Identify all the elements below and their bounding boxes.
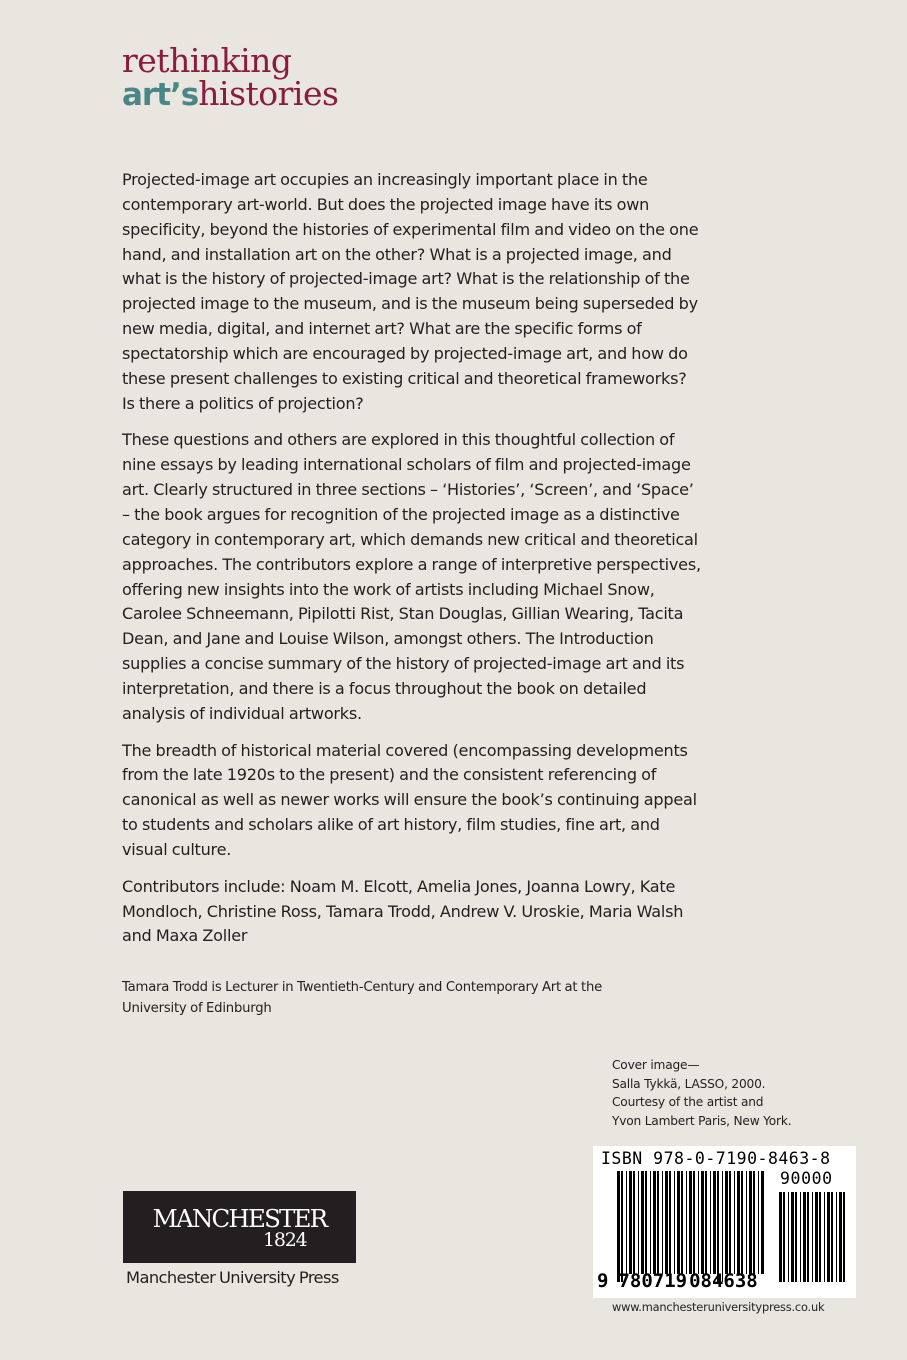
series-title-line1: rethinking [122, 41, 292, 80]
book-blurb [122, 168, 702, 961]
ean-digits [597, 1270, 758, 1292]
barcode-bar [788, 1192, 789, 1282]
barcode-bar [629, 1171, 632, 1274]
barcode-bar [827, 1192, 830, 1282]
barcode-bar [662, 1171, 663, 1274]
barcode-bar [831, 1192, 833, 1282]
barcode-bar [783, 1192, 785, 1282]
barcode-bar [753, 1171, 755, 1274]
barcode-bar [638, 1171, 639, 1274]
isbn-label: ISBN 978-0-7190-8463-8 [601, 1149, 831, 1168]
price-code: 90000 [780, 1169, 833, 1188]
barcode-bar [729, 1171, 731, 1274]
barcode-bar [657, 1171, 659, 1274]
publisher-website: www.manchesteruniversitypress.co.uk [612, 1300, 825, 1314]
barcode-bar [791, 1192, 794, 1282]
contributors-list: Contributors include: Noam M. Elcott, Amelia Jones, Joanna Lowry, Kate Mondloch, Christine Ross, Tamara Trodd, Andrew V. Uroskie, Maria Walsh and Maxa Zoller [122, 876, 684, 946]
barcode-bar [626, 1171, 627, 1274]
editor-bio [122, 977, 642, 1019]
manchester-logo [123, 1191, 356, 1263]
barcode-bar [746, 1171, 747, 1274]
ean-group-1: 780719 [618, 1270, 688, 1292]
barcode-bar [795, 1192, 797, 1282]
barcode-bar [737, 1171, 740, 1274]
barcode-bar [645, 1171, 647, 1274]
barcode-bar [779, 1192, 782, 1282]
barcode-bar [633, 1171, 635, 1274]
barcode-bar [807, 1192, 809, 1282]
barcode-bar [705, 1171, 707, 1274]
ean-first-digit: 9 [597, 1270, 609, 1292]
barcode-bar [653, 1171, 656, 1274]
barcode-bar [722, 1171, 723, 1282]
barcode-bar [617, 1171, 620, 1282]
barcode-bar [681, 1171, 683, 1274]
manchester-logo-year: 1824 [263, 1229, 307, 1251]
cover-credit-line-4: Yvon Lambert Paris, New York. [612, 1113, 792, 1128]
barcode-bar [689, 1171, 692, 1274]
barcode-bar [843, 1192, 845, 1282]
cover-credit-line-3: Courtesy of the artist and [612, 1095, 764, 1110]
barcode-bar [698, 1171, 699, 1274]
barcode-bar [650, 1171, 651, 1274]
barcode-bar [677, 1171, 680, 1274]
barcode-bar [824, 1192, 825, 1282]
barcode-bar [741, 1171, 743, 1274]
barcode-bar [803, 1192, 806, 1282]
cover-credit-line-1: Cover image— [612, 1058, 700, 1072]
barcode-bar [836, 1192, 837, 1282]
series-title-line2 [122, 74, 339, 113]
barcode-bar [686, 1171, 687, 1274]
barcode-bar [710, 1171, 711, 1274]
blurb-paragraph-2: These questions and others are explored in this thoughtful collection of nine essays by leading international scholars of film and projected-image art. Clearly structured in three sections – ‘Histories’, ‘Screen’, and ‘Space’ – the book argues for recognition of the projected image as a distinctive category in contemporary art, which demands new critical and theoretical approaches. The contributors explore a range of interpretive perspectives, offering new insights into the work of artists including Michael Snow, Carolee Schneemann, Pipilotti Rist, Stan Douglas, Gillian Wearing, Tacita Dean, and Jane and Louise Wilson, amongst others. The Introduction supplies a concise summary of the history of projected-image art and its interpretation, and there is a focus throughout the book on detailed analysis of individual artworks. [122, 430, 701, 723]
barcode-bar [815, 1192, 818, 1282]
series-logo [122, 41, 339, 113]
barcode-bar [621, 1171, 623, 1282]
barcode-bar [665, 1171, 668, 1274]
cover-credit-line-2: Salla Tykkä, LASSO, 2000. [612, 1076, 766, 1091]
blurb-paragraph-1: Projected-image art occupies an increasingly important place in the contemporary art-world. But does the projected image have its own specificity, beyond the histories of experimental film and video on the one hand, and installation art on the other? What is a projected image, and what is the history of projected-image art? What is the relationship of the projected image to the museum, and is the museum being superseded by new media, digital, and internet art? What are the specific forms of spectatorship which are encouraged by projected-image art, and how do these present challenges to existing critical and theoretical frameworks? Is there a politics of projection? [122, 170, 699, 413]
cover-image-credit [612, 1056, 791, 1130]
series-title-histories: histories [198, 74, 339, 113]
barcode-bar [674, 1171, 675, 1274]
blurb-paragraph-3: The breadth of historical material covered (encompassing developments from the late 1920s to the present) and the consistent referencing of canonical as well as newer works will ensure the book’s continuing appeal to students and scholars alike of art history, film studies, fine art, and visual culture. [122, 740, 697, 859]
barcode-bar [693, 1171, 695, 1274]
barcode-bar [839, 1192, 842, 1282]
barcode-bar [725, 1171, 728, 1274]
barcode-bar [758, 1171, 759, 1274]
isbn-barcode [593, 1146, 856, 1298]
barcode-bar [641, 1171, 644, 1274]
barcode-bar [761, 1171, 764, 1274]
barcode-bar [713, 1171, 716, 1274]
editor-bio-text: Tamara Trodd is Lecturer in Twentieth-Century and Contemporary Art at the University of Edinburgh [122, 980, 603, 1016]
manchester-logo-name: MANCHESTER [152, 1204, 327, 1233]
barcode-bar [749, 1171, 752, 1274]
barcode-bar [800, 1192, 801, 1282]
publisher-name: Manchester University Press [126, 1268, 339, 1287]
barcode-bar [812, 1192, 813, 1282]
barcode-bar [717, 1171, 719, 1282]
barcode-bar [819, 1192, 821, 1282]
series-title-arts: art’s [122, 77, 199, 113]
barcode-bar [669, 1171, 671, 1274]
ean-group-2: 084638 [689, 1270, 758, 1292]
barcode-bar [701, 1171, 704, 1274]
barcode-bar [734, 1171, 735, 1274]
